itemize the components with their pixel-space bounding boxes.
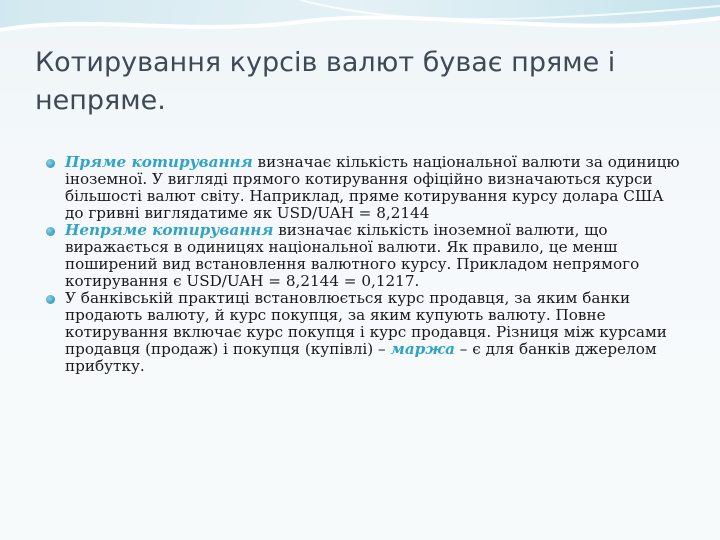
list-item-text: визначає кількість іноземної валюти, що виражається в одиницях національної валюти. Як правило, це менш поширений вид встановлення валютного курсу. Прикладом непрямого котирування є USD/UAH = 8,2144 = 0,1217. xyxy=(65,221,640,290)
page-title: Котирування курсів валют буває пряме і непряме. xyxy=(35,47,616,116)
list-item xyxy=(46,222,686,290)
list-item-text: У банківській практиці встановлюється курс продавця, за яким банки продають валюту, й курс покупця, за яким купують валюту. Повне котирування включає курс покупця і курс продавця. Різниця між курсами продавця (продаж) і покупця (купівлі) – xyxy=(65,289,667,358)
bullet-list xyxy=(46,154,686,375)
list-item xyxy=(46,290,686,375)
bullet-icon xyxy=(46,295,55,304)
term-direct-quotation: Пряме котирування xyxy=(65,153,253,171)
term-margin: маржа xyxy=(390,340,455,358)
bullet-icon xyxy=(46,227,55,236)
bullet-icon xyxy=(46,159,55,168)
term-indirect-quotation: Непряме котирування xyxy=(65,221,274,239)
list-item xyxy=(46,154,686,222)
list-item-text: – є для банків джерелом прибутку. xyxy=(65,340,657,375)
list-item-text: визначає кількість національної валюти за одиницю іноземної. У вигляді прямого котирування офіційно визначаються курси більшості валют світу. Наприклад, пряме котирування курсу долара США до гривні виглядатиме як USD/UAH = 8,2144 xyxy=(65,153,680,222)
